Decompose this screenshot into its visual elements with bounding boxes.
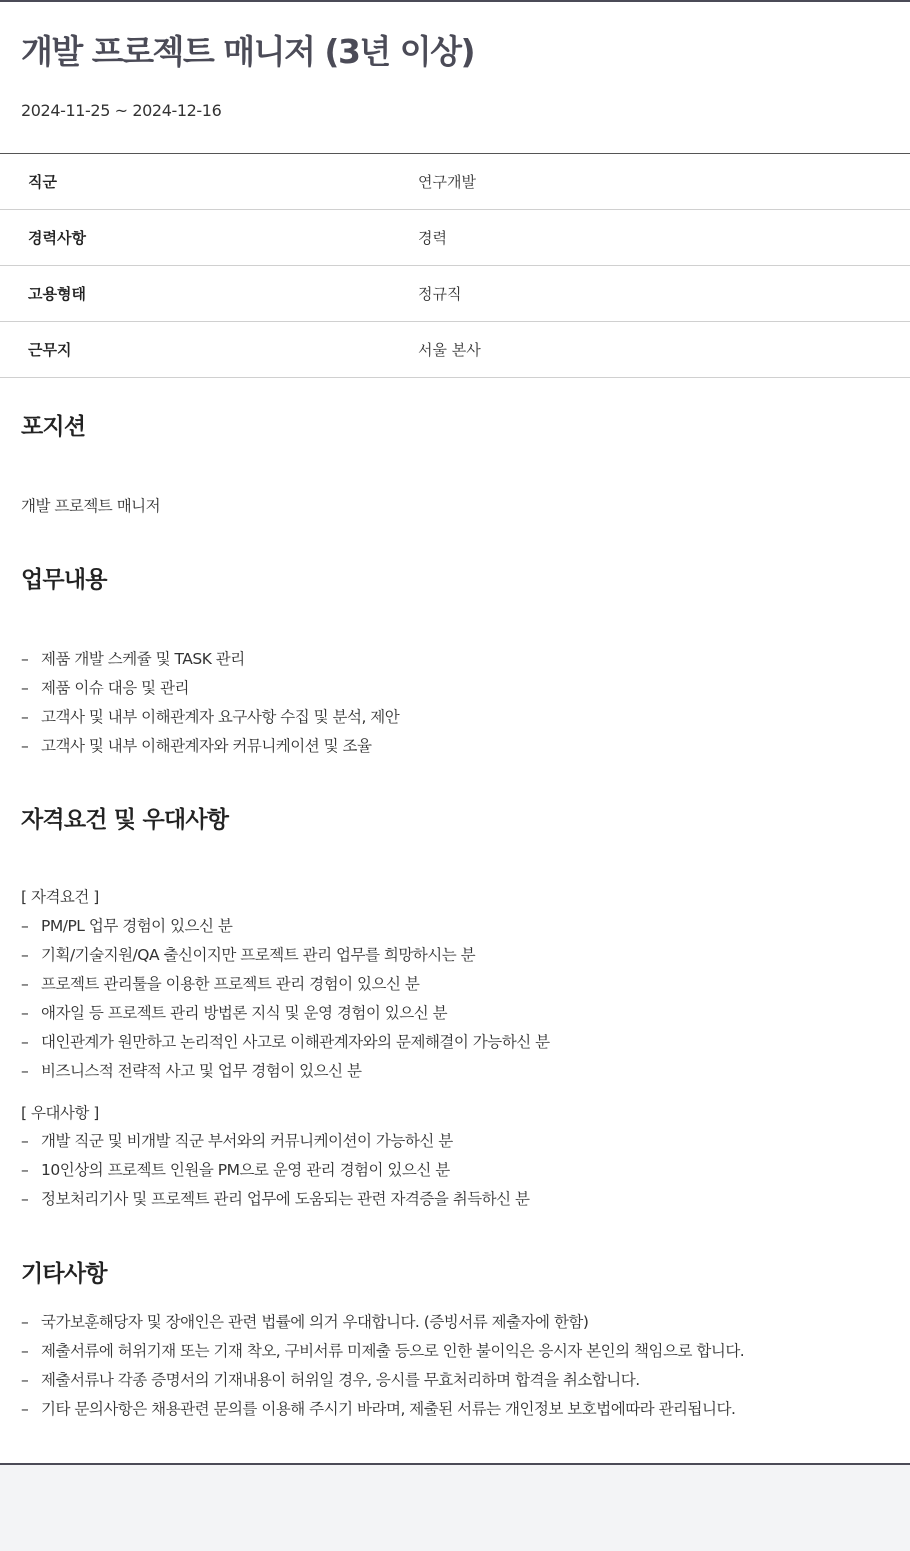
info-value: 연구개발 [418, 173, 476, 191]
position-text: 개발 프로젝트 매니저 [21, 497, 161, 515]
preferred-label: [ 우대사항 ] [21, 1104, 99, 1122]
list-item: – 정보처리기사 및 프로젝트 관리 업무에 도움되는 관련 자격증을 취득하신 분 [21, 1185, 530, 1214]
list-item: – 10인상의 프로젝트 인원을 PM으로 운영 관리 경험이 있으신 분 [21, 1156, 530, 1185]
list-marker: – [21, 946, 29, 964]
section-title-qualifications: 자격요건 및 우대사항 [21, 807, 229, 833]
list-item: – 기획/기술지원/QA 출신이지만 프로젝트 관리 업무를 희망하시는 분 [21, 941, 550, 970]
posting-period: 2024-11-25 ~ 2024-12-16 [21, 101, 222, 120]
section-title-etc: 기타사항 [21, 1261, 107, 1287]
list-item: – 고객사 및 내부 이해관계자와 커뮤니케이션 및 조율 [21, 732, 399, 761]
list-item: – 개발 직군 및 비개발 직군 부서와의 커뮤니케이션이 가능하신 분 [21, 1127, 530, 1156]
info-key: 직군 [28, 173, 57, 191]
info-row-career [0, 210, 910, 266]
list-marker: – [21, 1371, 29, 1389]
list-item: – 기타 문의사항은 채용관련 문의를 이용해 주시기 바라며, 제출된 서류는 개인정보 보호법에따라 관리됩니다. [21, 1395, 744, 1424]
job-info-table [0, 153, 910, 378]
list-marker: – [21, 1342, 29, 1360]
section-title-duties: 업무내용 [21, 567, 107, 593]
info-key: 경력사항 [28, 229, 86, 247]
section-title-position: 포지션 [21, 414, 86, 440]
info-key: 고용형태 [28, 285, 86, 303]
list-item: – 프로젝트 관리툴을 이용한 프로젝트 관리 경험이 있으신 분 [21, 970, 550, 999]
list-marker: – [21, 1190, 29, 1208]
list-item: – 제품 개발 스케쥴 및 TASK 관리 [21, 645, 399, 674]
etc-list [21, 1308, 744, 1424]
list-marker: – [21, 1400, 29, 1418]
list-marker: – [21, 1033, 29, 1051]
list-marker: – [21, 1161, 29, 1179]
info-value: 서울 본사 [418, 341, 481, 359]
info-row-job-group [0, 154, 910, 210]
list-item: – 대인관계가 원만하고 논리적인 사고로 이해관계자와의 문제해결이 가능하신 분 [21, 1028, 550, 1057]
list-marker: – [21, 679, 29, 697]
list-item: – 비즈니스적 전략적 사고 및 업무 경험이 있으신 분 [21, 1057, 550, 1086]
list-marker: – [21, 975, 29, 993]
list-marker: – [21, 1132, 29, 1150]
duties-list [21, 645, 399, 761]
info-key: 근무지 [28, 341, 72, 359]
list-item: – 애자일 등 프로젝트 관리 방법론 지식 및 운영 경험이 있으신 분 [21, 999, 550, 1028]
required-list [21, 912, 550, 1086]
info-value: 경력 [418, 229, 447, 247]
list-marker: – [21, 1313, 29, 1331]
list-item: – 고객사 및 내부 이해관계자 요구사항 수집 및 분석, 제안 [21, 703, 399, 732]
list-marker: – [21, 1004, 29, 1022]
list-marker: – [21, 650, 29, 668]
list-item: – PM/PL 업무 경험이 있으신 분 [21, 912, 550, 941]
info-row-employment-type [0, 266, 910, 322]
required-label: [ 자격요건 ] [21, 888, 99, 906]
list-marker: – [21, 1062, 29, 1080]
list-item: – 제출서류나 각종 증명서의 기재내용이 허위일 경우, 응시를 무효처리하며 합격을 취소합니다. [21, 1366, 744, 1395]
page-title: 개발 프로젝트 매니저 (3년 이상) [21, 32, 475, 71]
list-marker: – [21, 737, 29, 755]
list-marker: – [21, 708, 29, 726]
list-item: – 국가보훈해당자 및 장애인은 관련 법률에 의거 우대합니다. (증빙서류 제출자에 한함) [21, 1308, 744, 1337]
info-value: 정규직 [418, 285, 462, 303]
list-item: – 제품 이슈 대응 및 관리 [21, 674, 399, 703]
list-marker: – [21, 917, 29, 935]
list-item: – 제출서류에 허위기재 또는 기재 착오, 구비서류 미제출 등으로 인한 불이익은 응시자 본인의 책임으로 합니다. [21, 1337, 744, 1366]
preferred-list [21, 1127, 530, 1214]
info-row-location [0, 322, 910, 378]
